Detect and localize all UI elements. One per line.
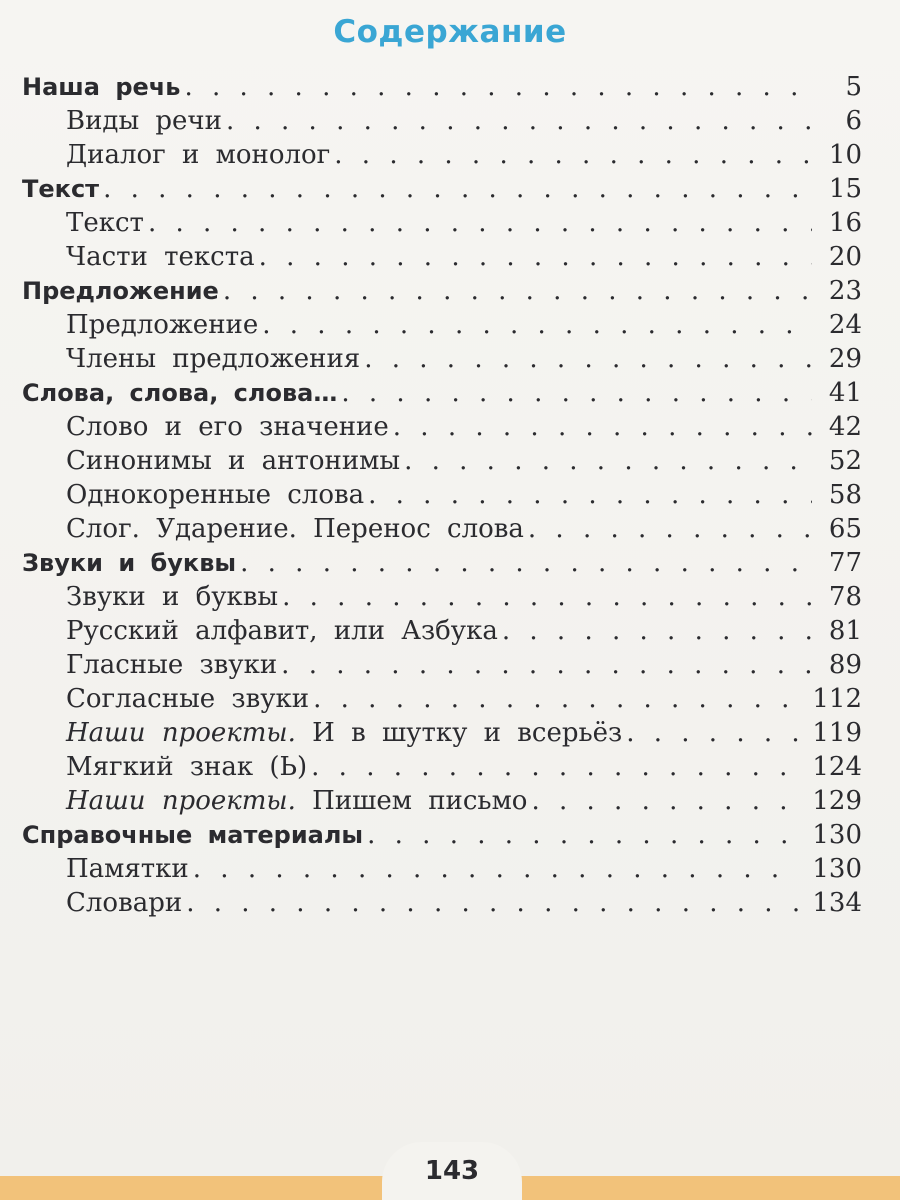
toc-section-title: Слова, слова, слова… [22,379,338,407]
toc-leader-dots [364,344,812,374]
toc-item-prefix: Наши проекты. [66,786,296,816]
toc-page-number: 42 [828,412,862,442]
toc-item-title: Мягкий знак (Ь) [66,752,308,782]
toc-page-number: 52 [828,446,862,476]
toc-page-number: 10 [828,140,862,170]
toc-leader-dots [281,650,812,680]
toc-leader-dots [368,480,812,510]
toc-leader-dots [262,310,812,340]
toc-item-title: Звуки и буквы [66,582,279,612]
toc-item-title: Словари [66,888,183,918]
toc-section-title: Звуки и буквы [22,549,237,577]
toc-item-title [66,718,626,748]
toc-item-row [66,208,862,242]
toc-item-row [66,446,862,480]
toc-item-title: Части текста [66,242,255,272]
toc-page-number: 134 [812,888,862,918]
toc-item-title: Памятки [66,854,189,884]
toc-section-row [22,276,862,310]
toc-item-title: Русский алфавит, или Азбука [66,616,498,646]
toc-page-number: 130 [812,854,862,884]
toc-page-number: 130 [812,820,862,850]
toc-page-number: 124 [812,752,862,782]
toc-item-title: Текст [66,208,144,238]
toc-item-title: Члены предложения [66,344,361,374]
toc-leader-dots [282,582,812,612]
toc-leader-dots [186,888,798,918]
toc-page-number: 112 [812,684,862,714]
page-title: Содержание [333,14,567,50]
toc-item-row [66,344,862,378]
toc-page-number: 16 [828,208,862,238]
toc-section-title: Текст [22,175,100,203]
toc-leader-dots [404,446,812,476]
toc-page-number: 89 [828,650,862,680]
toc-section-title: Справочные материалы [22,821,364,849]
toc-page-number: 41 [828,378,862,408]
toc-leader-dots [502,616,812,646]
toc-item-text: И в шутку и всерьёз [312,718,623,748]
toc-item-title: Однокоренные слова [66,480,365,510]
toc-item-title: Виды речи [66,106,222,136]
toc-page-number: 20 [828,242,862,272]
toc-item-title: Гласные звуки [66,650,278,680]
toc-section-title: Наша речь [22,73,181,101]
toc-section-row [22,174,862,208]
toc-section-row [22,378,862,412]
toc-item-prefix: Наши проекты. [66,718,296,748]
toc-page-number: 24 [828,310,862,340]
toc-item-row [66,786,862,820]
toc-item-title [66,786,531,816]
toc-item-row [66,140,862,174]
toc-page-number: 15 [828,174,862,204]
page-number: 143 [424,1156,480,1186]
toc-item-row [66,310,862,344]
toc-item-row [66,888,862,922]
toc-section-row [22,820,862,854]
toc-leader-dots [184,72,812,102]
toc-item-title: Слог. Ударение. Перенос слова [66,514,524,544]
toc-page-number: 77 [828,548,862,578]
toc-page-number: 129 [812,786,862,816]
toc-leader-dots [240,548,812,578]
toc-page-number: 5 [845,72,862,102]
toc-page-number: 81 [828,616,862,646]
toc-item-title: Согласные звуки [66,684,310,714]
toc-leader-dots [103,174,812,204]
toc-item-text: Пишем письмо [312,786,528,816]
toc-item-title: Предложение [66,310,259,340]
toc-item-title: Слово и его значение [66,412,389,442]
toc-item-row [66,752,862,786]
toc-leader-dots [334,140,812,170]
toc-leader-dots [531,786,798,816]
toc-page-number: 78 [828,582,862,612]
toc-leader-dots [259,242,812,272]
toc-leader-dots [341,378,812,408]
toc-page-number: 119 [812,718,862,748]
toc-item-row [66,514,862,548]
toc-leader-dots [193,854,799,884]
toc-leader-dots [367,820,798,850]
toc-item-row [66,650,862,684]
toc-page-number: 58 [828,480,862,510]
toc-item-row [66,412,862,446]
toc-item-row [66,582,862,616]
toc-item-title: Диалог и монолог [66,140,331,170]
toc-section-title: Предложение [22,277,219,305]
toc-leader-dots [313,684,798,714]
toc-item-row [66,616,862,650]
toc-item-row [66,718,862,752]
toc-page-number: 23 [828,276,862,306]
toc-leader-dots [528,514,812,544]
toc-page-number: 65 [828,514,862,544]
toc-section-row [22,548,862,582]
toc-item-row [66,242,862,276]
toc-item-row [66,106,862,140]
toc-item-row [66,684,862,718]
toc-item-title: Синонимы и антонимы [66,446,401,476]
toc-item-row [66,480,862,514]
toc-leader-dots [148,208,812,238]
toc-page-number: 6 [845,106,862,136]
toc-leader-dots [226,106,812,136]
toc-leader-dots [393,412,812,442]
toc-page-number: 29 [828,344,862,374]
toc-section-row [22,72,862,106]
toc-item-row [66,854,862,888]
toc-leader-dots [626,718,798,748]
toc-leader-dots [223,276,812,306]
toc-leader-dots [311,752,798,782]
